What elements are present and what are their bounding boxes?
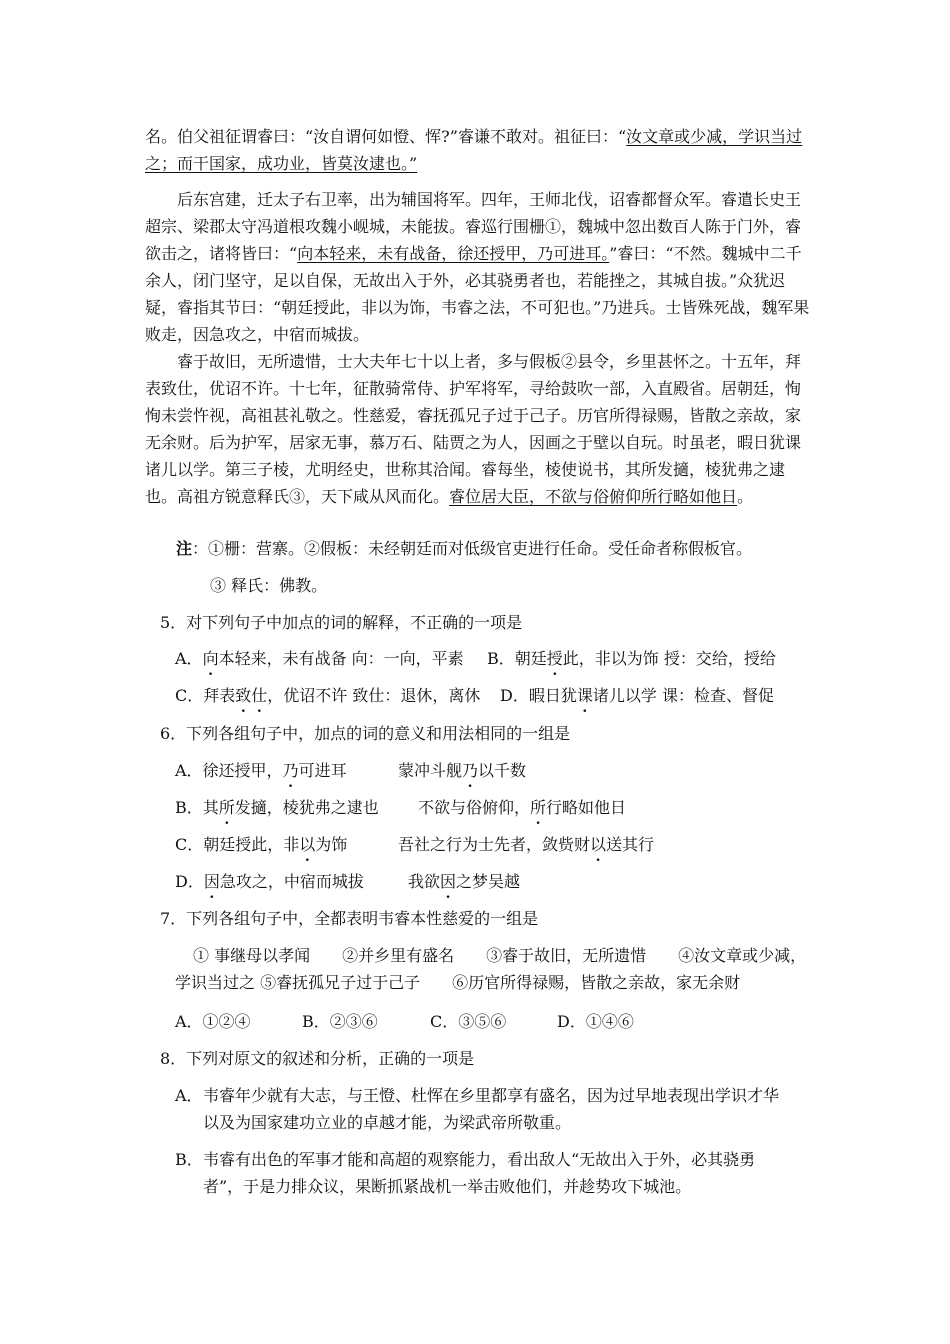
option-text: 发擿，棱犹弗之逮也 — [234, 798, 379, 817]
option-text: B．其 — [175, 798, 219, 817]
dotted-word: 乃 — [282, 761, 299, 780]
passage-text: 后东宫建，迁太子右卫率，出为辅国将军。四年，王师北伐，诏睿都督众军。睿遣长史王超宗、梁郡太守冯道根攻魏小岘城，未能拔。睿巡行围栅①，魏城中忽出数百人陈于门外，睿欲击之，诸将皆曰：“ — [145, 190, 802, 263]
question-8-option-b-line-1: 韦睿有出色的军事才能和高超的观察能力，看出敌人“无故出入于外，必其骁勇 — [203, 1150, 756, 1169]
option-text: 蒙冲斗舰 — [398, 761, 463, 780]
question-8-option-a-line-2: 以及为国家建功立业的卓越才能，为梁武帝所敬重。 — [203, 1113, 572, 1132]
option-text: 行略如他日 — [546, 798, 627, 817]
option-text: 此，非以为饰 授：交给，授给 — [562, 649, 776, 668]
option-text: C．朝廷授此，非 — [175, 835, 300, 854]
question-6-option-c-right — [398, 834, 654, 856]
question-8-option-a-line-1: 韦睿年少就有大志，与王憕、杜恽在乡里都享有盛名，因为过早地表现出学识才华 — [203, 1086, 780, 1105]
question-7-option-c: C．③⑤⑥ — [430, 1012, 507, 1031]
option-text: B．朝廷 — [487, 649, 547, 668]
question-5-stem: 5．对下列句子中加点的词的解释，不正确的一项是 — [160, 613, 523, 632]
passage-text: 。 — [737, 487, 754, 506]
question-5-option-a — [175, 648, 464, 670]
question-6-option-a-right — [398, 760, 526, 782]
question-8-option-b-label: B． — [175, 1150, 203, 1169]
question-5-option-d — [500, 685, 774, 707]
notes-text: ③ 释氏：佛教。 — [210, 576, 328, 595]
passage-text: ”睿曰：“不然。魏城中二千余人，闭门坚守，足以自保，无故出入于外，必其骁勇者也，若能挫之，其城自拔。”众犹迟疑，睿指其节曰：“朝廷授此，非以为饰，韦睿之法，不可犯也。”乃进兵。士皆殊死战，魏军果败走，因急攻之，中宿而城拔。 — [145, 244, 810, 344]
question-6-stem: 6．下列各组句子中，加点的词的意义和用法相同的一组是 — [160, 724, 571, 743]
dotted-word: 以 — [590, 835, 607, 854]
question-7-items-line-2: 学识当过之 ⑤睿抚孤兄子过于己子 ⑥历官所得禄赐，皆散之亲故，家无余财 — [175, 973, 741, 992]
question-7-items-line-1: ① 事继母以孝闻 ②并乡里有盛名 ③睿于故旧，无所遗惜 ④汝文章或少减， — [193, 946, 807, 965]
notes-line-2 — [210, 575, 327, 597]
question-6-option-d-right — [408, 871, 520, 893]
option-text: 我欲 — [408, 872, 441, 891]
question-7-option-a: A．①②④ — [175, 1012, 251, 1031]
dotted-word: 课 — [576, 686, 593, 705]
notes-text: ：①栅：营寨。②假板：未经朝廷而对低级官吏进行任命。受任命者称假板官。 — [192, 539, 753, 558]
option-text: 之梦吴越 — [456, 872, 521, 891]
option-text: D． — [175, 872, 204, 891]
question-6-option-c-left — [175, 834, 347, 856]
option-text: 不欲与俗俯仰， — [418, 798, 531, 817]
question-6-option-b-left — [175, 797, 379, 819]
underlined-sentence: 向本轻来，未有战备，徐还授甲，乃可进耳。 — [297, 244, 610, 263]
question-5-option-b — [487, 648, 776, 670]
dotted-word: 乃 — [462, 761, 479, 780]
option-text: C．拜表 — [175, 686, 236, 705]
question-6-option-a-left — [175, 760, 347, 782]
passage-paragraph-1 — [145, 123, 810, 177]
dotted-word: 向 — [202, 649, 219, 668]
underlined-sentence: 汝文章或少减，学识当过之；而干国家，成功业，皆莫汝逮也。” — [145, 127, 803, 173]
dotted-word: 授 — [546, 649, 563, 668]
question-8-option-a-label: A． — [175, 1086, 203, 1105]
option-text: 急攻之，中宿而城拔 — [219, 872, 364, 891]
dotted-word: 仕 — [251, 686, 268, 705]
passage-paragraph-2 — [145, 186, 810, 348]
dotted-word: 所 — [218, 798, 235, 817]
question-7-stem: 7．下列各组句子中，全都表明韦睿本性慈爱的一组是 — [160, 909, 539, 928]
passage-text: 睿于故旧，无所遗惜，士大夫年七十以上者，多与假板②县令，乡里甚怀之。十五年，拜表致仕，优诏不许。十七年，征散骑常侍、护军将军，寻给鼓吹一部，入直殿省。居朝廷，恂恂未尝忤视，高祖甚礼敬之。性慈爱，睿抚孤兄子过于己子。历官所得禄赐，皆散之亲故，家无余财。后为护军，居家无事，慕万石、陆贾之为人，因画之于壁以自玩。时虽老，暇日犹课诸儿以学。第三子棱，尤明经史，世称其洽闻。睿每坐，棱使说书，其所发擿，棱犹弗之逮也。高祖方锐意释氏③，天下咸从风而化。 — [145, 352, 802, 506]
question-8-option-b-line-2: 者”，于是力排众议，果断抓紧战机一举击败他们，并趁势攻下城池。 — [203, 1177, 692, 1196]
question-7-option-d: D．①④⑥ — [557, 1012, 634, 1031]
notes-line-1 — [176, 538, 752, 560]
notes-label: 注 — [176, 539, 193, 558]
option-text: 诸儿以学 课：检查、督促 — [592, 686, 774, 705]
option-text: 本轻来，未有战备 向：一向，平素 — [218, 649, 464, 668]
option-text: 吾社之行为士先者，敛赀财 — [398, 835, 591, 854]
question-6-option-b-right — [418, 797, 626, 819]
dotted-word: 以 — [299, 835, 316, 854]
dotted-word: 因 — [203, 872, 220, 891]
passage-paragraph-3 — [145, 348, 810, 510]
question-7-option-b: B．②③⑥ — [302, 1012, 378, 1031]
passage-text: 名。伯父祖征谓睿曰：“汝自谓何如憕、恽?”睿谦不敢对。祖征曰：“ — [145, 127, 627, 146]
dotted-word: 所 — [530, 798, 547, 817]
option-text: 可进耳 — [298, 761, 347, 780]
option-text: D．暇日犹 — [500, 686, 577, 705]
question-8-stem: 8．下列对原文的叙述和分析，正确的一项是 — [160, 1049, 475, 1068]
question-6-option-d-left — [175, 871, 364, 893]
dotted-word: 因 — [440, 872, 457, 891]
option-text: A．徐还授甲， — [175, 761, 283, 780]
option-text: 为饰 — [315, 835, 348, 854]
option-label: A． — [175, 649, 203, 668]
underlined-sentence: 睿位居大臣，不欲与俗俯仰所行略如他日 — [449, 487, 738, 506]
option-text: 送其行 — [606, 835, 655, 854]
question-5-option-c — [175, 685, 480, 707]
dotted-word: 致 — [235, 686, 252, 705]
option-text: 以千数 — [478, 761, 527, 780]
option-text: ，优诏不许 致仕：退休，离休 — [267, 686, 481, 705]
